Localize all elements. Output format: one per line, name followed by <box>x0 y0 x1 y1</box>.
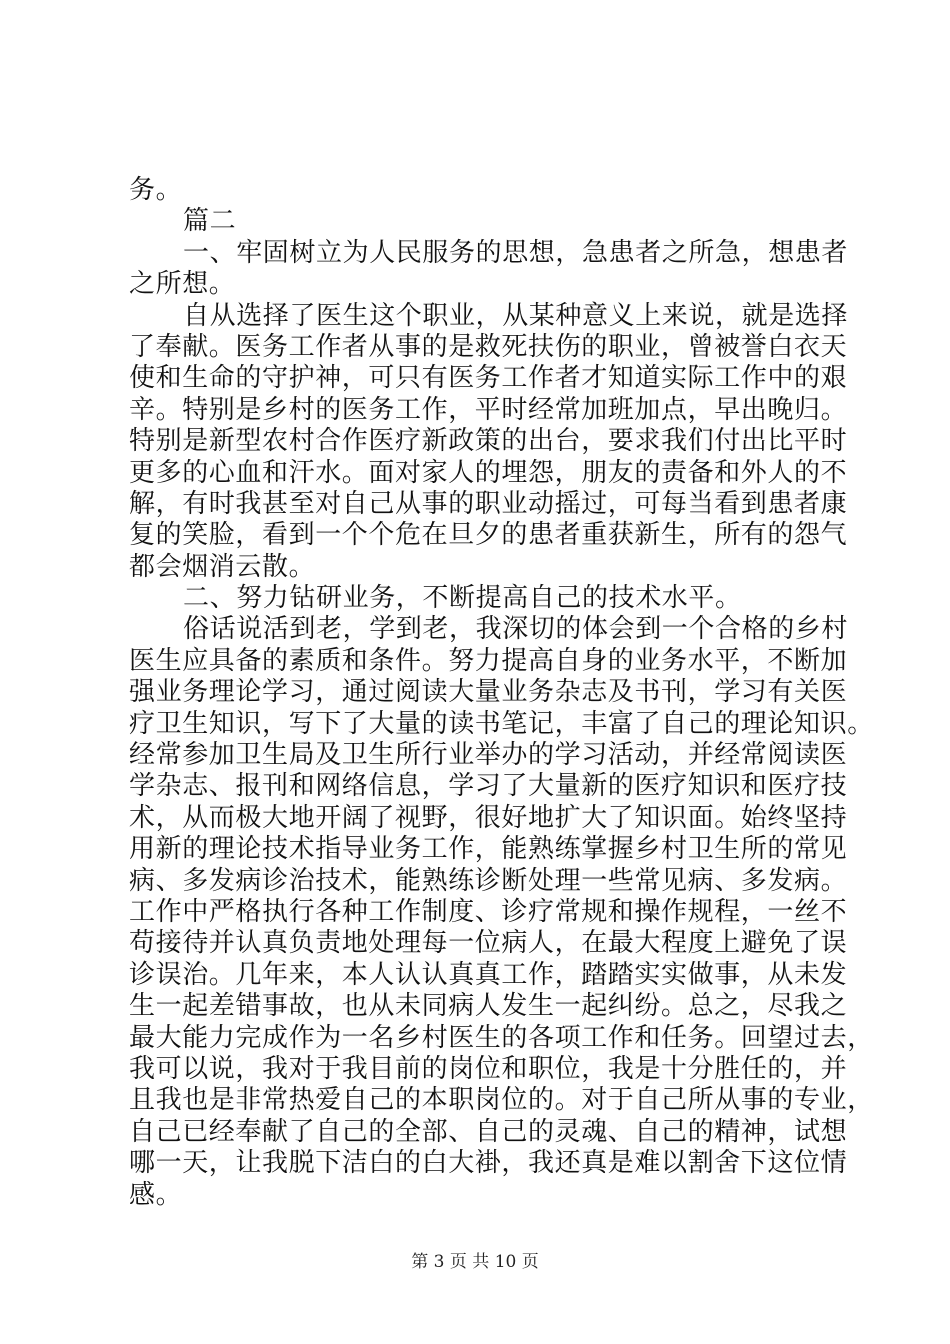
text-line: 务。 <box>129 175 183 205</box>
text-line: 用新的理论技术指导业务工作，能熟练掌握乡村卫生所的常见 <box>129 834 848 865</box>
text-line: 自从选择了医生这个职业，从某种意义上来说，就是选择 <box>183 300 849 331</box>
text-line: 病、多发病诊治技术，能熟练诊断处理一些常见病、多发病。 <box>129 865 848 896</box>
text-line: 更多的心血和汗水。面对家人的埋怨，朋友的责备和外人的不 <box>129 457 848 488</box>
text-line: 复的笑脸，看到一个个危在旦夕的患者重获新生，所有的怨气 <box>129 520 848 551</box>
text-line: 术，从而极大地开阔了视野，很好地扩大了知识面。始终坚持 <box>129 802 848 833</box>
text-line: 二、努力钻研业务，不断提高自己的技术水平。 <box>183 583 742 614</box>
text-line: 俗话说活到老，学到老，我深切的体会到一个合格的乡村 <box>183 614 849 645</box>
text-line: 使和生命的守护神，可只有医务工作者才知道实际工作中的艰 <box>129 363 848 394</box>
text-line: 之所想。 <box>129 269 236 300</box>
page-footer: 第 3 页 共 10 页 <box>411 1252 539 1272</box>
text-line: 强业务理论学习，通过阅读大量业务杂志及书刊，学习有关医 <box>129 677 848 708</box>
text-line: 我可以说，我对于我目前的岗位和职位，我是十分胜任的，并 <box>129 1053 848 1084</box>
text-line: 篇二 <box>183 206 237 237</box>
text-line: 特别是新型农村合作医疗新政策的出台，要求我们付出比平时 <box>129 426 848 457</box>
text-line: 一、牢固树立为人民服务的思想，急患者之所急，想患者 <box>183 237 849 268</box>
body-text <box>129 175 874 1211</box>
text-line: 最大能力完成作为一名乡村医生的各项工作和任务。回望过去， <box>129 1022 874 1053</box>
text-line: 哪一天，让我脱下洁白的白大褂，我还真是难以割舍下这位情 <box>129 1148 848 1179</box>
text-line: 生一起差错事故，也从未同病人发生一起纠纷。总之，尽我之 <box>129 991 848 1022</box>
text-line: 感。 <box>129 1179 183 1210</box>
text-line: 解，有时我甚至对自己从事的职业动摇过，可每当看到患者康 <box>129 488 848 519</box>
text-line: 经常参加卫生局及卫生所行业举办的学习活动，并经常阅读医 <box>129 740 848 771</box>
text-line: 医生应具备的素质和条件。努力提高自身的业务水平，不断加 <box>129 645 848 676</box>
text-line: 了奉献。医务工作者从事的是救死扶伤的职业，曾被誉白衣天 <box>129 331 848 362</box>
text-line: 都会烟消云散。 <box>129 551 316 582</box>
text-line: 且我也是非常热爱自己的本职岗位的。对于自己所从事的专业， <box>129 1085 874 1116</box>
text-line: 疗卫生知识，写下了大量的读书笔记，丰富了自己的理论知识。 <box>129 708 874 739</box>
text-line: 学杂志、报刊和网络信息，学习了大量新的医疗知识和医疗技 <box>129 771 848 802</box>
text-line: 诊误治。几年来，本人认认真真工作，踏踏实实做事，从未发 <box>129 959 848 990</box>
text-line: 辛。特别是乡村的医务工作，平时经常加班加点，早出晚归。 <box>129 394 848 425</box>
text-line: 自己已经奉献了自己的全部、自己的灵魂、自己的精神，试想 <box>129 1116 848 1147</box>
text-line: 苟接待并认真负责地处理每一位病人，在最大程度上避免了误 <box>129 928 848 959</box>
text-line: 工作中严格执行各种工作制度、诊疗常规和操作规程，一丝不 <box>129 896 848 927</box>
